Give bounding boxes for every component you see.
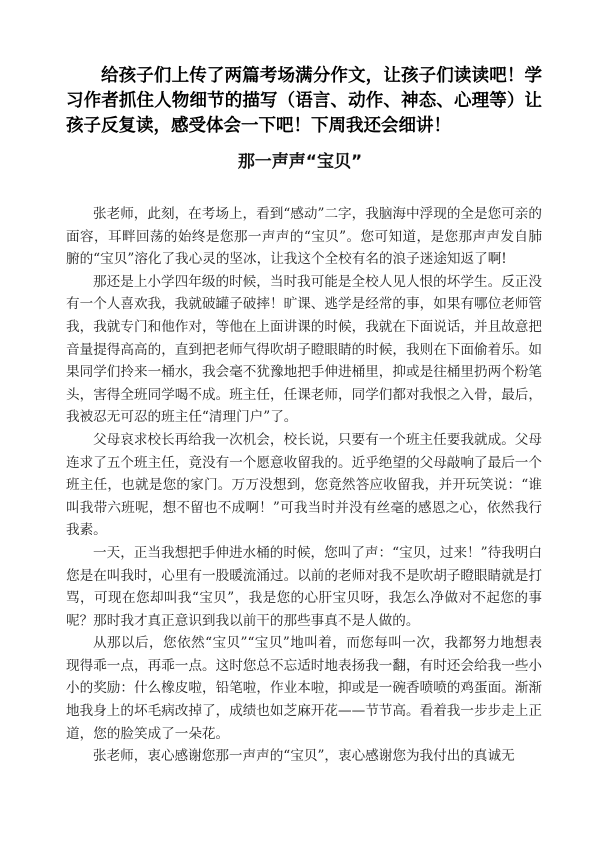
essay-paragraph: 张老师，此刻，在考场上，看到“感动”二字，我脑海中浮现的全是您可亲的面容，耳畔回荡的始终是您那一声声的“宝贝”。您可知道，是您那声声发自肺腑的“宝贝”溶化了我心灵的坚冰，让我这个全校有名的浪子迷途知返了啊!	[66, 206, 542, 268]
essay-title: 那一声声“宝贝”	[237, 152, 363, 172]
essay-paragraph: 从那以后，您依然“宝贝”“宝贝”地叫着，而您每叫一次，我都努力地想表现得乖一点，再乖一点。这时您总不忘适时地表扬我一翻，有时还会给我一些小小的奖励：什么橡皮啦，铅笔啦，作业本啦，抑或是一碗香喷喷的鸡蛋面。渐渐地我身上的坏毛病改掉了，成绩也如芝麻开花——节节高。看着我一步步走上正道，您的脸笑成了一朵花。	[66, 635, 542, 742]
essay-body	[66, 203, 542, 768]
essay-paragraph: 一天，正当我想把手伸进水桶的时候，您叫了声：“宝贝，过来！”待我明白您是在叫我时，心里有一股暖流涌过。以前的老师对我不是吹胡子瞪眼睛就是打骂，可现在您却叫我“宝贝”，我是您的心肝宝贝呀，我怎么净做对不起您的事呢？那时我才真正意识到我以前干的那些事真不是人做的。	[66, 544, 542, 629]
essay-paragraph: 张老师，衷心感谢您那一声声的“宝贝”，衷心感谢您为我付出的真诚无	[93, 748, 515, 765]
essay-paragraph: 父母哀求校长再给我一次机会，校长说，只要有一个班主任要我就成。父母连求了五个班主任，竟没有一个愿意收留我的。近乎绝望的父母敲响了最后一个班主任，也就是您的家门。万万没想到，您竟然答应收留我，并开玩笑说：“谁叫我带六班呢，想不留也不成啊！”可我当时并没有丝毫的感恩之心，依然我行我素。	[66, 431, 542, 539]
intro-notice: 给孩子们上传了两篇考场满分作文，让孩子们读读吧！学习作者抓住人物细节的描写（语言、动作、神态、心理等）让孩子反复读，感受体会一下吧！下周我还会细讲！	[66, 66, 542, 136]
essay-paragraph: 那还是上小学四年级的时候，当时我可能是全校人见人恨的坏学生。反正没有一个人喜欢我，我就破罐子破摔！旷课、逃学是经常的事，如果有哪位老师管我，我就专门和他作对，等他在上面讲课的时候，我就在下面说话，并且故意把音量提得高高的，直到把老师气得吹胡子瞪眼睛的时候，我则在下面偷着乐。如果同学们拎来一桶水，我会毫不犹豫地把手伸进桶里，抑或是往桶里扔两个粉笔头，害得全班同学喝不成。班主任，任课老师，同学们都对我恨之入骨，最后，我被忍无可忍的班主任“清理门户”了。	[66, 273, 542, 426]
